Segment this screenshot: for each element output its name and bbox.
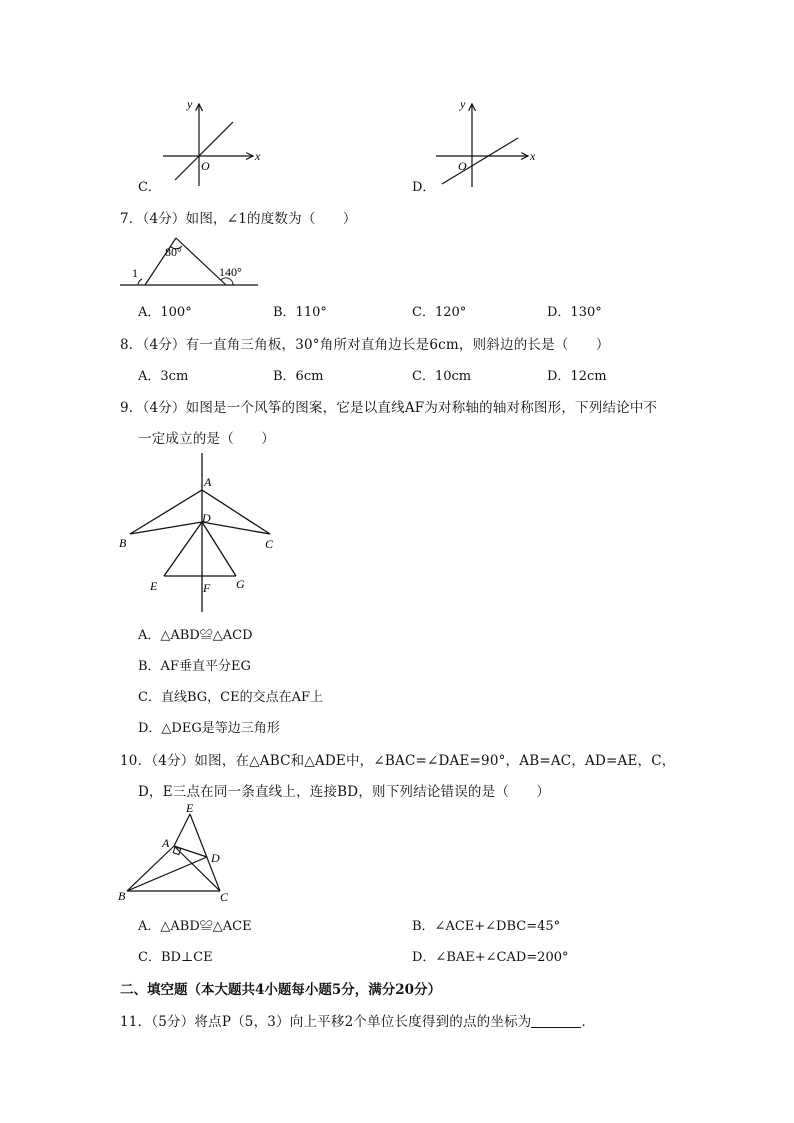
q8-option-b[interactable]: B．6cm [273, 369, 324, 384]
q9-stem-line2: 一定成立的是（ ） [138, 431, 275, 447]
point-c: C [265, 537, 274, 551]
point-e: E [186, 801, 194, 815]
q10-option-a[interactable]: A．△ABD≌△ACE [138, 919, 252, 934]
q8-option-d[interactable]: D．12cm [547, 369, 607, 384]
point-e: E [150, 579, 158, 593]
q10-option-d[interactable]: D．∠BAE+∠CAD=200° [412, 950, 569, 965]
q8-option-c[interactable]: C．10cm [412, 369, 472, 384]
point-a: A [204, 475, 212, 489]
q6-option-d-label: D． [412, 180, 436, 195]
q6-option-d-graph [430, 92, 545, 187]
axis-x-label: x [530, 149, 536, 163]
q7-option-a[interactable]: A．100° [138, 305, 192, 320]
point-g: G [236, 577, 245, 591]
angle-label-140: 140° [219, 265, 242, 279]
q7-option-b[interactable]: B．110° [273, 305, 327, 320]
point-d: D [202, 511, 211, 525]
q9-stem-line1: 9．（4分）如图是一个风筝的图案，它是以直线AF为对称轴的轴对称图形，下列结论中不 [120, 400, 658, 416]
point-f: F [203, 581, 211, 595]
section-2-heading: 二、填空题（本大题共4小题每小题5分，满分20分） [120, 982, 442, 998]
q9-option-a[interactable]: A．△ABD≌△ACD [138, 628, 253, 643]
point-c: C [220, 890, 229, 904]
q7-figure [118, 230, 263, 292]
point-d: D [211, 851, 220, 865]
q10-triangles-figure [114, 800, 239, 905]
q8-stem: 8．（4分）有一直角三角板，30°角所对直角边长是6cm，则斜边的长是（ ） [120, 337, 610, 353]
q9-option-b[interactable]: B．AF垂直平分EG [138, 659, 251, 674]
axis-y-label: y [187, 97, 193, 111]
angle-label-1: 1 [132, 266, 138, 280]
q11-stem-end: ． [581, 1014, 596, 1030]
q10-option-b[interactable]: B．∠ACE+∠DBC=45° [412, 919, 561, 934]
origin-label: O [201, 159, 210, 173]
q11-answer-blank[interactable] [531, 1015, 581, 1028]
q9-option-c[interactable]: C．直线BG，CE的交点在AF上 [138, 690, 323, 705]
q10-stem-line1: 10．（4分）如图，在△ABC和△ADE中，∠BAC=∠DAE=90°，AB=AC，AD=AE，C， [120, 753, 676, 769]
origin-label: O [458, 159, 467, 173]
q7-option-c[interactable]: C．120° [412, 305, 467, 320]
angle-label-80: 80° [165, 245, 182, 259]
q7-stem: 7．（4分）如图，∠1的度数为（ ） [120, 211, 357, 227]
q11-stem-text: 11．（5分）将点P（5，3）向上平移2个单位长度得到的点的坐标为 [120, 1014, 532, 1030]
q10-option-c[interactable]: C．BD⊥CE [138, 950, 213, 965]
q10-stem-line2: D，E三点在同一条直线上，连接BD，则下列结论错误的是（ ） [138, 784, 551, 800]
q7-option-d[interactable]: D．130° [547, 305, 602, 320]
q6-option-c-graph [155, 92, 270, 187]
q9-kite-figure [114, 450, 284, 615]
point-a: A [162, 836, 170, 850]
q9-option-d[interactable]: D．△DEG是等边三角形 [138, 721, 280, 736]
graph-line [442, 138, 518, 184]
q6-option-c-label: C． [138, 180, 161, 195]
point-b: B [118, 889, 126, 903]
q11-stem [120, 1010, 595, 1030]
axis-y-label: y [460, 97, 466, 111]
axis-x-label: x [255, 149, 261, 163]
q8-option-a[interactable]: A．3cm [138, 369, 189, 384]
point-b: B [119, 536, 127, 550]
